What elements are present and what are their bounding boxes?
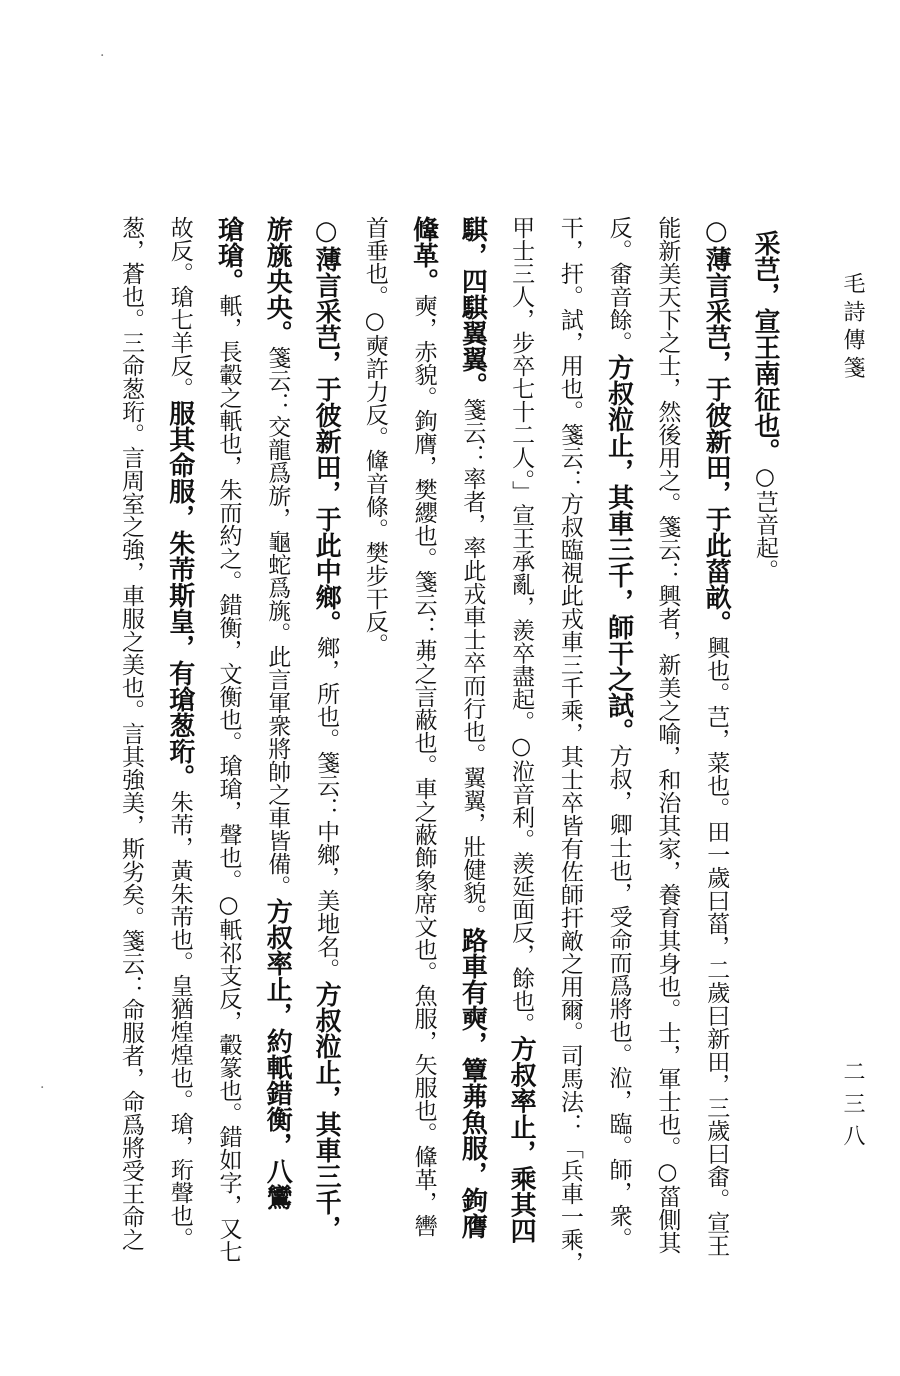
vertical-text-body — [108, 216, 788, 1326]
commentary-text: 奭，赤貌。鉤膺，樊纓也。箋云：茀之言蔽也。車之蔽飾象席文也。魚服，矢服也。鞗革，轡 — [410, 294, 437, 1237]
poem-verse: ○薄言采芑，于彼新田，于此中鄉。 — [311, 216, 342, 636]
text-column — [303, 216, 349, 1316]
scan-speck: · — [40, 1080, 45, 1096]
commentary-text: 方叔，卿士也，受命而爲將也。涖，臨。師，衆。 — [605, 744, 632, 1250]
text-column — [449, 216, 495, 1316]
poem-verse: 服其命服，朱芾斯皇，有瑲葱珩。 — [164, 400, 195, 790]
poem-verse: 采芑，宣王南征也。 — [749, 230, 780, 464]
text-column — [596, 216, 642, 1316]
text-column — [401, 216, 447, 1316]
commentary-text: 干，扞。試，用也。箋云：方叔臨視此戎車三千乘，其士卒皆有佐師扞敵之用爾。司馬法：「兵車一乘， — [556, 216, 583, 1274]
poem-verse: 旂旐央央。 — [262, 216, 293, 346]
commentary-text: 故反。瑲七羊反。 — [166, 216, 193, 400]
running-header: 毛詩傳箋 — [840, 272, 865, 384]
text-column — [644, 216, 690, 1316]
text-column — [547, 216, 593, 1316]
poem-verse: 騏，四騏翼翼。 — [457, 216, 488, 398]
poem-verse: 方叔涖止，其車三千，師干之試。 — [603, 354, 634, 744]
commentary-text: 朱芾，黃朱芾也。皇猶煌煌也。瑲，珩聲也。 — [166, 790, 193, 1250]
poem-verse: 方叔涖止，其車三千， — [311, 981, 342, 1241]
poem-verse: 瑲瑲。 — [213, 216, 244, 294]
commentary-text: 興也。芑，菜也。田一歲曰菑，二歲曰新田，三歲曰畬。宣王 — [703, 636, 730, 1257]
poem-verse: 路車有奭，簟茀魚服，鉤膺 — [457, 927, 488, 1239]
text-column — [108, 216, 154, 1316]
text-column — [498, 216, 544, 1316]
text-column — [254, 216, 300, 1316]
commentary-text: 反。畬音餘。 — [605, 216, 632, 354]
poem-verse: 方叔率止，約軝錯衡，八鸞 — [262, 898, 293, 1210]
commentary-text: 箋云：交龍爲旂，龜蛇爲旐。此言軍衆將帥之車皆備。 — [264, 346, 291, 898]
commentary-text: 葱，蒼也。三命葱珩。言周室之強，車服之美也。言其強美，斯劣矣。箋云：命服者，命爲將受王命之 — [118, 216, 144, 1251]
commentary-text: 鄉，所也。箋云：中鄉，美地名。 — [313, 636, 340, 981]
poem-verse: 鞗革。 — [408, 216, 439, 294]
page-number: 二三八 — [840, 1060, 865, 1156]
text-column — [742, 216, 788, 1330]
text-column — [157, 216, 203, 1316]
text-column — [206, 216, 252, 1316]
commentary-text: 甲士三人，步卒七十二人。」宣王承亂，羨卒盡起。○涖音利。羨延面反，餘也。 — [508, 216, 535, 1036]
commentary-text: 能新美天下之士，然後用之。箋云：興者，新美之喻，和治其家，養育其身也。士，軍士也。○菑側其 — [654, 216, 681, 1254]
poem-verse: ○薄言采芑，于彼新田，于此菑畝。 — [701, 216, 732, 636]
commentary-text: 箋云：率者，率此戎車士卒而行也。翼翼，壯健貌。 — [459, 398, 486, 927]
scan-speck: · — [100, 48, 105, 64]
poem-verse: 方叔率止，乘其四 — [506, 1035, 537, 1244]
commentary-text: ○芑音起。 — [751, 464, 778, 582]
text-column — [352, 216, 398, 1316]
text-column — [693, 216, 739, 1316]
commentary-text: 首垂也。○奭許力反。鞗音條。樊步干反。 — [361, 216, 388, 656]
commentary-text: 軝，長轂之軝也，朱而約之。錯衡，文衡也。瑲瑲，聲也。○軝祁支反，轂篆也。錯如字，又七 — [215, 294, 242, 1263]
